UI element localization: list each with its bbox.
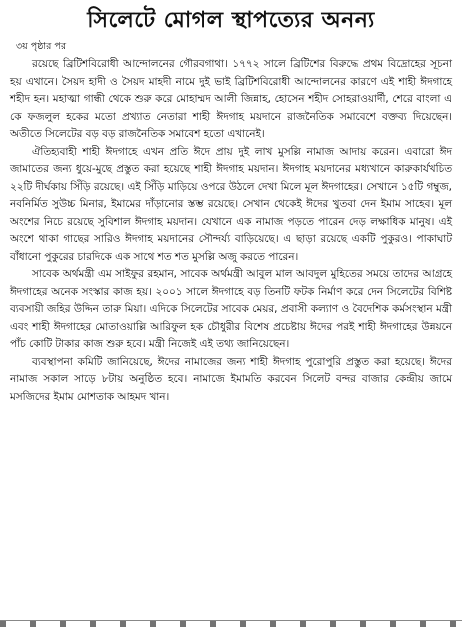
cropped-next-line <box>0 621 462 627</box>
article-headline: সিলেটে মোগল স্থাপত্যের অনন্য <box>87 7 375 33</box>
article-paragraph: রয়েছে ব্রিটিশবিরোধী আন্দোলনের গৌরবগাথা। ১৭৭২ সালে ব্রিটিশের বিরুদ্ধে প্রথম বিদ্রোহের সূচনা হয় এখানে। সৈয়দ হাদী ও সৈয়দ মাহদী নামে দুই ভাই ব্রিটিশবিরোধী আন্দোলনের কারণে এই শাহী ঈদগাহে শহীদ হন। মহাত্মা গান্ধী থেকে শুরু করে মোহাম্মদ আলী জিন্নাহ, হোসেন শহীদ সোহরাওয়ার্দী, শেরে বাংলা এ কে ফজলুল হকের মতো প্রখ্যাত নেতারা শাহী ঈদগাহ ময়দানে রাজনৈতিক সমাবেশে বক্তব্য দিয়েছেন। অতীতে সিলেটের বড় বড় রাজনৈতিক সমাবেশ হতো এখানেই। <box>10 58 452 140</box>
continued-from-note: ৩য় পৃষ্ঠার পর <box>16 41 67 52</box>
article-paragraph: ব্যবস্থাপনা কমিটি জানিয়েছে, ঈদের নামাজের জন্য শাহী ঈদগাহ পুরোপুরি প্রস্তুত করা হয়েছে। ঈদের নামাজ সকাল সাড়ে ৮টায় অনুষ্ঠিত হবে। নামাজে ইমামতি করবেন সিলেট বন্দর বাজার কেন্দ্রীয় জামে মসজিদের ইমাম মোশতাক আহমদ খান। <box>10 355 452 403</box>
article-paragraph: সাবেক অর্থমন্ত্রী এম সাইফুর রহমান, সাবেক অর্থমন্ত্রী আবুল মাল আবদুল মুহিতের সময়ে তাদের আগ্রহে ঈদগাহের অনেক সংস্কার কাজ হয়। ২০০১ সালে ঈদগাহে বড় তিনটি ফটক নির্মাণ করে দেন সিলেটের বিশিষ্ট ব্যবসায়ী জহির উদ্দিন তারু মিয়া। এদিকে সিলেটের সাবেক মেয়র, প্রবাসী কল্যাণ ও বৈদেশিক কর্মসংস্থান মন্ত্রী এবং শাহী ঈদগাহের মোতাওয়াল্লি আরিফুল হক চৌধুরীর বিশেষ প্রচেষ্টায় ঈদের পরই শাহী ঈদগাহের উন্নয়নে পাঁচ কোটি টাকার কাজ শুরু হবে। মন্ত্রী নিজেই এই তথ্য জানিয়েছেন। <box>10 268 452 350</box>
article-paragraph: ঐতিহ্যবাহী শাহী ঈদগাহে এখন প্রতি ঈদে প্রায় দুই লাখ মুসল্লি নামাজ আদায় করেন। এবারো ঈদ জামাতের জন্য ধুয়ে-মুছে প্রস্তুত করা হয়েছে শাহী ঈদগাহ ময়দান। ঈদগাহ ময়দানের মধ্যখানে কারুকার্যখচিত ২২টি দীর্ঘকায় সিঁড়ি রয়েছে। এই সিঁড়ি মাড়িয়ে ওপরে উঠলে দেখা মিলে মূল ঈদগাহের। সেখানে ১৫টি গম্বুজ, নবনির্মিত সুউচ্চ মিনার, ইমামের দাঁড়ানোর স্তম্ভ রয়েছে। সেখান থেকেই ঈদের খুতবা দেন ইমাম সাহেব। মূল অংশের নিচে রয়েছে সুবিশাল ঈদগাহ ময়দান। যেখানে এক নামাজ পড়তে পারেন দেড় লক্ষাধিক মানুষ। এই অংশে থাকা গাছের সারিও ঈদগাহ ময়দানের সৌন্দর্য্য বাড়িয়েছে। এ ছাড়া রয়েছে একটি পুকুরও। পাকাঘাট বাঁধানো পুকুরের চারদিকে এক সাথে শত শত মুসল্লি অজু করতে পারেন। <box>10 145 452 263</box>
